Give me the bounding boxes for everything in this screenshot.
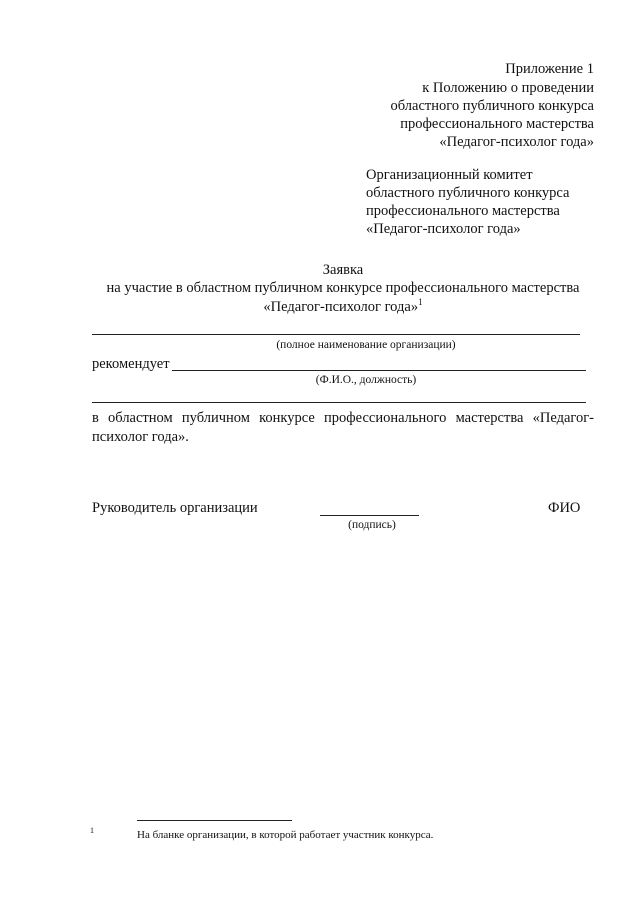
footnote-text: На бланке организации, в которой работает участник конкурса. [137, 829, 434, 841]
org-name-caption: (полное наименование организации) [276, 339, 456, 351]
body-line-2: психолог года». [92, 429, 189, 445]
appendix-line-5: «Педагог-психолог года» [439, 134, 594, 150]
appendix-line-2: к Положению о проведении [422, 80, 594, 96]
signature-rule [320, 515, 419, 516]
person-caption: (Ф.И.О., должность) [315, 374, 417, 386]
title-heading: Заявка [322, 262, 364, 278]
signature-role: Руководитель организации [92, 500, 258, 516]
recommends-label: рекомендует [92, 356, 170, 372]
footnote-reference: 1 [418, 297, 423, 307]
body-line-1: в областном публичном конкурсе профессионального мастерства «Педагог- [92, 410, 594, 426]
appendix-line-3: областного публичного конкурса [390, 98, 594, 114]
appendix-line-4: профессионального мастерства [400, 116, 594, 132]
addressee-line-4: «Педагог-психолог года» [366, 221, 521, 237]
title-contest-name: «Педагог-психолог года» [263, 298, 419, 315]
org-name-rule [92, 334, 580, 335]
footnote-separator [137, 820, 292, 821]
title-line-3 [0, 297, 640, 316]
signature-caption: (подпись) [348, 519, 396, 531]
appendix-line-1: Приложение 1 [505, 61, 594, 77]
extra-rule [92, 402, 586, 403]
title-line-2: на участие в областном публичном конкурсе профессионального мастерства [106, 280, 580, 296]
person-rule [172, 370, 586, 371]
addressee-line-3: профессионального мастерства [366, 203, 560, 219]
addressee-line-2: областного публичного конкурса [366, 185, 570, 201]
footnote-mark: 1 [90, 826, 94, 835]
addressee-line-1: Организационный комитет [366, 167, 533, 183]
signatory-name: ФИО [548, 500, 581, 516]
